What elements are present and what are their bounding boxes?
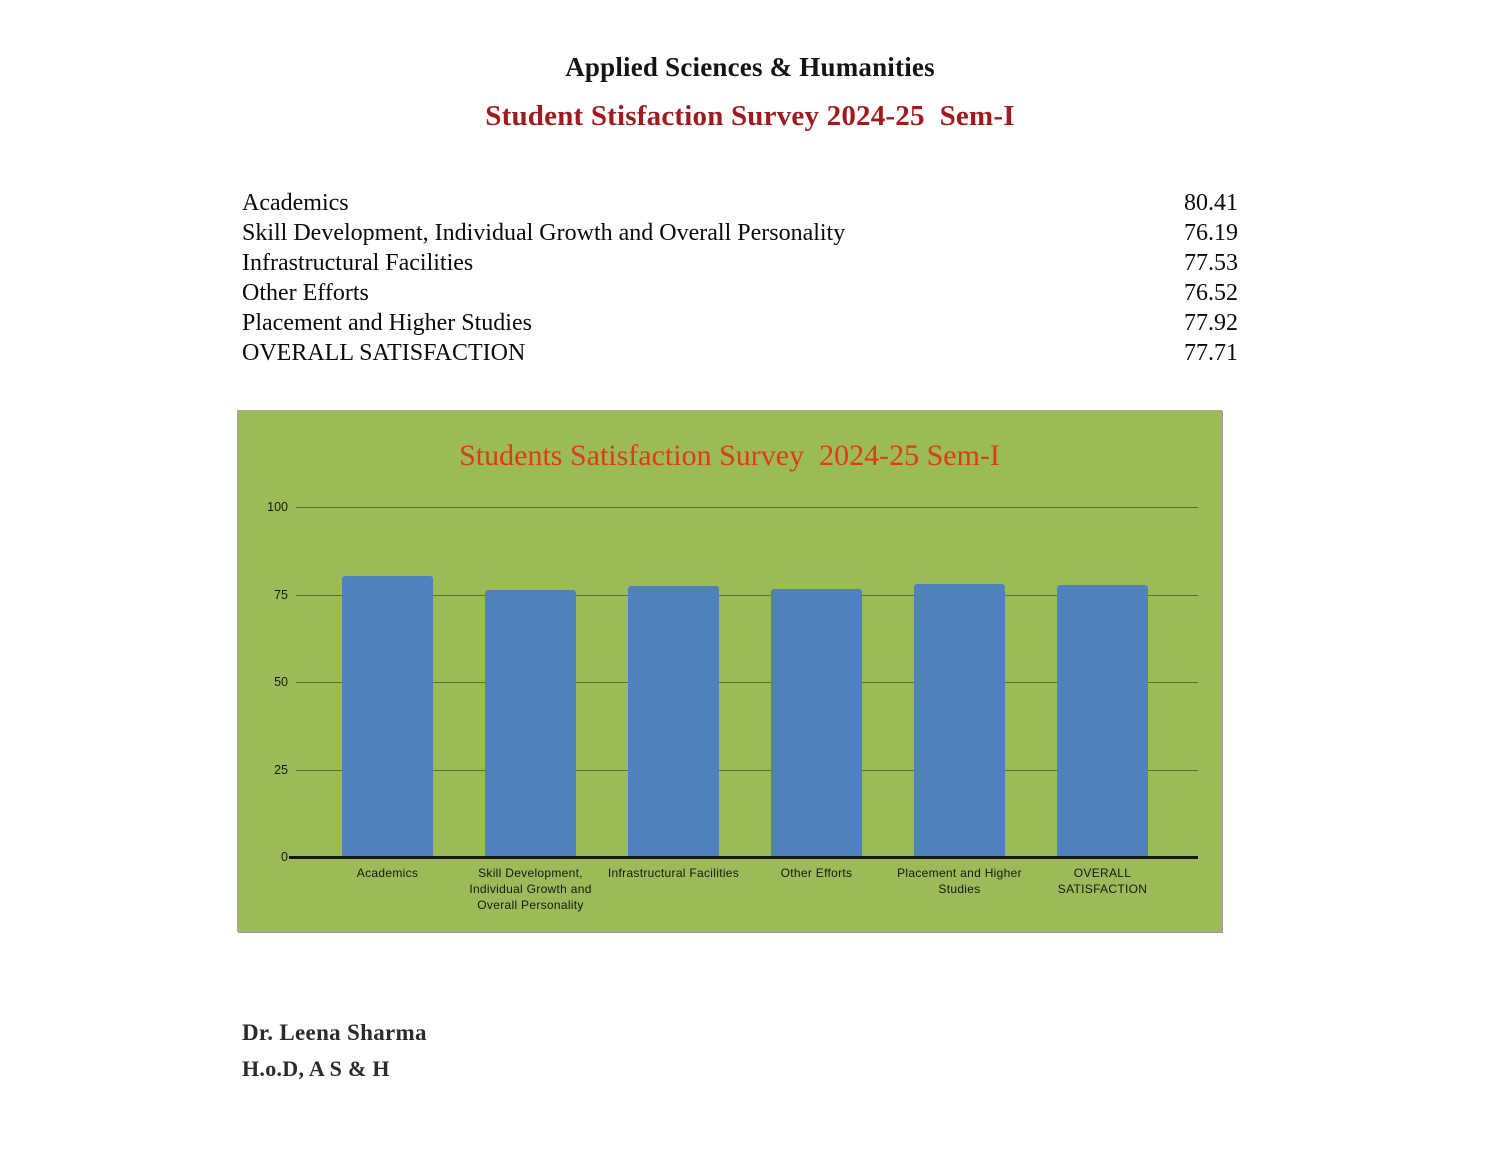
metric-value: 76.19 <box>1184 220 1238 246</box>
metric-row <box>242 278 1238 308</box>
metric-row <box>242 248 1238 278</box>
y-axis-tick-label: 0 <box>281 850 288 864</box>
y-axis-tick-label: 75 <box>274 587 288 602</box>
document-header <box>0 52 1500 133</box>
x-axis-label: Academics <box>356 866 419 880</box>
metric-label: Academics <box>242 190 349 216</box>
x-axis-line <box>289 856 1198 859</box>
report-title: Student Stisfaction Survey 2024-25 Sem-I <box>485 100 1015 132</box>
x-axis-label: Infrastructural Facilities <box>607 866 740 880</box>
signature-name: Dr. Leena Sharma <box>242 1020 427 1045</box>
bar <box>771 589 862 857</box>
metric-row <box>242 338 1238 368</box>
y-axis-tick-label: 100 <box>267 500 288 514</box>
metric-value: 80.41 <box>1184 190 1238 216</box>
metric-label: Placement and Higher Studies <box>242 310 532 336</box>
metric-label: Other Efforts <box>242 280 369 306</box>
metric-value: 77.71 <box>1184 340 1238 366</box>
gridline <box>296 507 1198 508</box>
chart-panel <box>237 410 1222 932</box>
bar <box>914 584 1005 857</box>
metric-label: Infrastructural Facilities <box>242 250 474 276</box>
department-title: Applied Sciences & Humanities <box>565 52 935 82</box>
metric-value: 76.52 <box>1184 280 1238 306</box>
bar <box>342 576 433 857</box>
bar <box>1057 585 1148 857</box>
y-axis-tick-label: 50 <box>274 675 288 689</box>
y-axis-tick-label: 25 <box>274 762 288 777</box>
metric-row <box>242 218 1238 248</box>
metric-value: 77.53 <box>1184 250 1238 276</box>
x-axis-label: Placement and Higher Studies <box>897 866 1022 896</box>
plot-area <box>267 500 1198 912</box>
x-axis-label: Skill Development, Individual Growth and Overall Personality <box>469 866 592 912</box>
x-axis-labels <box>296 865 1198 925</box>
metric-row <box>242 308 1238 338</box>
signature-block <box>242 1020 427 1082</box>
metric-label: Skill Development, Individual Growth and Overall Personality <box>242 220 846 246</box>
x-axis-label: OVERALL SATISFACTION <box>1057 866 1148 896</box>
bar <box>628 586 719 857</box>
signature-designation: H.o.D, A S & H <box>242 1056 390 1081</box>
metric-row <box>242 188 1238 218</box>
bar <box>485 590 576 857</box>
metrics-list <box>242 188 1238 368</box>
chart-title: Students Satisfaction Survey 2024-25 Sem-I <box>459 439 1000 472</box>
metric-label: OVERALL SATISFACTION <box>242 340 526 366</box>
x-axis-label: Other Efforts <box>780 866 853 880</box>
metric-value: 77.92 <box>1184 310 1238 336</box>
